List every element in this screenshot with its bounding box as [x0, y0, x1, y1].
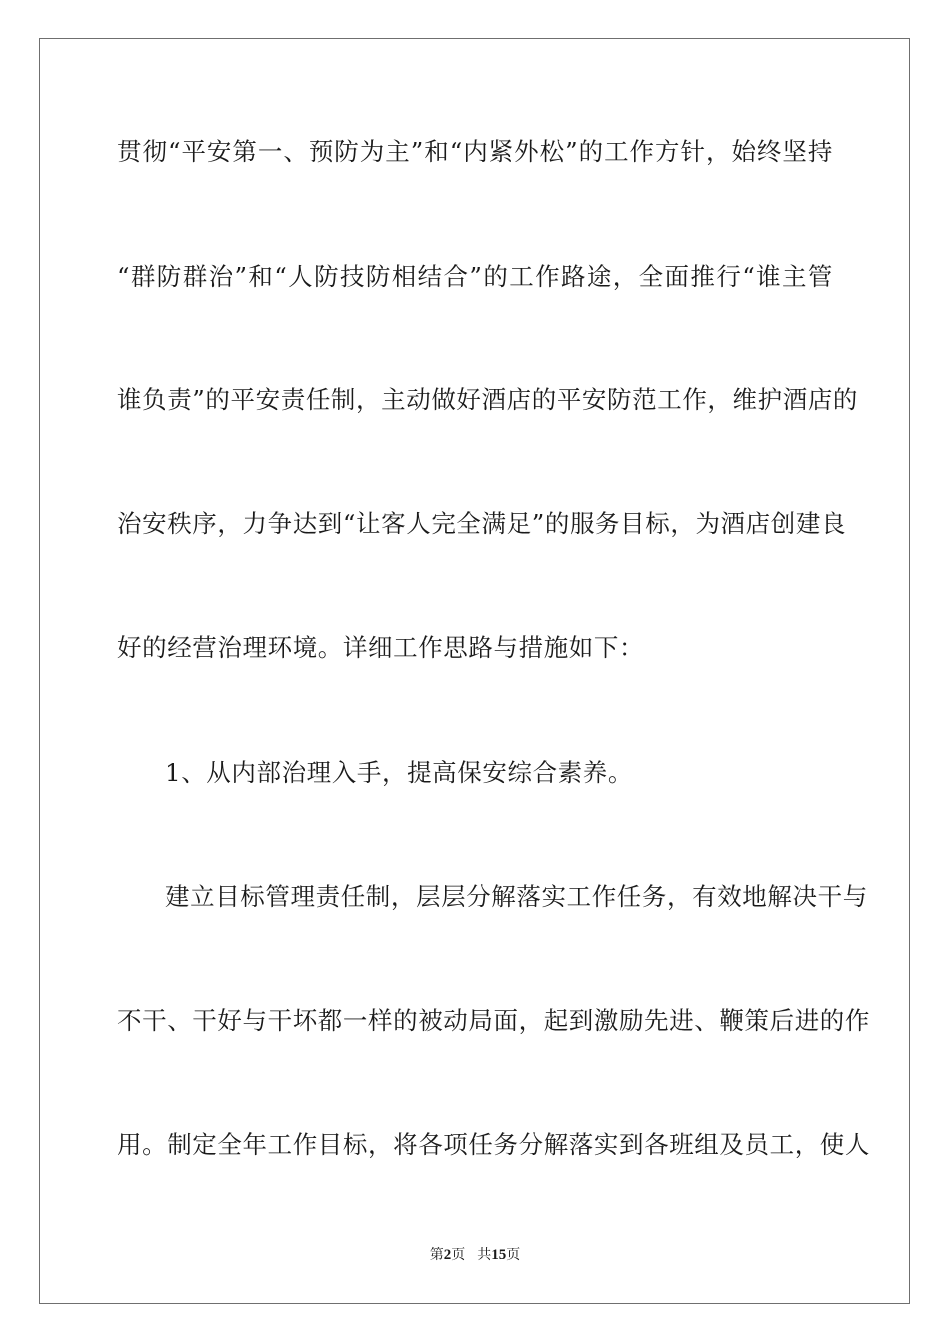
page-border	[39, 38, 910, 1304]
footer-page-suffix: 页	[451, 1247, 466, 1263]
body-text-line-1: 贯彻“平安第一、预防为主”和“内紧外松”的工作方针，始终坚持	[117, 137, 833, 166]
body-text-line-5: 好的经营治理环境。详细工作思路与措施如下：	[117, 633, 645, 662]
footer-total-suffix: 页	[506, 1247, 521, 1263]
body-text-line-3: 谁负责”的平安责任制，主动做好酒店的平安防范工作，维护酒店的	[117, 385, 859, 414]
page-footer	[0, 1246, 950, 1264]
body-text-line-6: 建立目标管理责任制，层层分解落实工作任务，有效地解决干与	[165, 882, 868, 911]
footer-total-pages: 15	[491, 1247, 507, 1263]
footer-current-page: 2	[443, 1247, 452, 1263]
body-text-line-4: 治安秩序，力争达到“让客人完全满足”的服务目标，为酒店创建良	[117, 509, 847, 538]
body-text-line-2: “群防群治”和“人防技防相结合”的工作路途，全面推行“谁主管	[117, 262, 833, 291]
footer-page-prefix: 第	[429, 1247, 444, 1263]
section-heading-1: 1、从内部治理入手，提高保安综合素养。	[165, 758, 633, 787]
body-text-line-7: 不干、干好与干坏都一样的被动局面，起到激励先进、鞭策后进的作	[117, 1006, 870, 1035]
footer-total-prefix: 共	[477, 1247, 492, 1263]
body-text-line-8: 用。制定全年工作目标，将各项任务分解落实到各班组及员工，使人	[117, 1130, 870, 1159]
